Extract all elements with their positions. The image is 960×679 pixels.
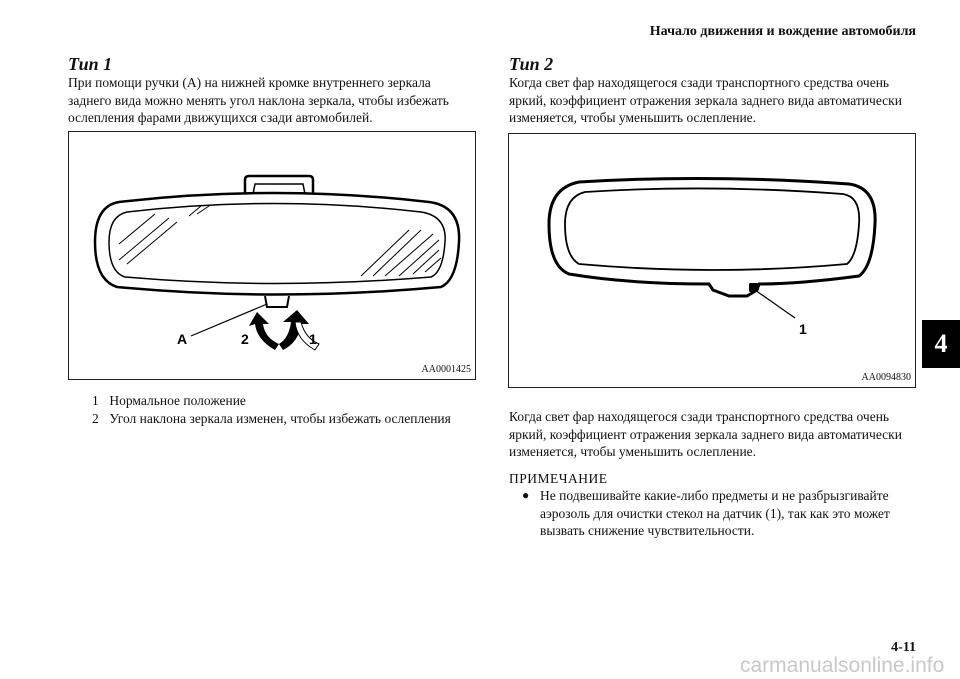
type2-p2-line-2: яркий, коэффициент отражения зеркала заднего вида автоматически [509, 426, 902, 442]
type2-paragraph-2 [509, 408, 929, 461]
type1-line-3: ослепления фарами движущихся сзади автомобилей. [68, 110, 373, 125]
type2-title: Тип 2 [509, 54, 554, 74]
label-2: 2 [241, 331, 249, 347]
label-1: 1 [309, 331, 317, 347]
type1-legend [92, 392, 451, 428]
note-title: ПРИМЕЧАНИЕ [509, 471, 608, 486]
type2-line-3: изменяется, чтобы уменьшить ослепление. [509, 110, 757, 125]
note-body [540, 487, 920, 540]
type1-figure-code: AA0001425 [421, 364, 471, 375]
legend-text-2: Угол наклона зеркала изменен, чтобы избежать ослепления [109, 411, 451, 426]
type2-figure-code: AA0094830 [861, 372, 911, 383]
type2-line-2: яркий, коэффициент отражения зеркала заднего вида автоматически [509, 92, 902, 108]
type2-mirror-illustration [509, 134, 915, 387]
chapter-tab[interactable]: 4 [922, 320, 960, 368]
type1-line-1: При помощи ручки (A) на нижней кромке внутреннего зеркала [68, 75, 431, 90]
legend-item-2 [92, 410, 451, 428]
type2-label-1: 1 [799, 321, 807, 337]
type2-p2-line-3: изменяется, чтобы уменьшить ослепление. [509, 444, 757, 459]
type1-figure [68, 131, 476, 380]
section-header: Начало движения и вождение автомобиля [649, 24, 916, 39]
note-bullet-icon: ● [522, 488, 530, 502]
type1-paragraph [68, 74, 478, 127]
type1-line-2: заднего вида можно менять угол наклона зеркала, чтобы избежать [68, 92, 449, 108]
type2-line-1: Когда свет фар находящегося сзади транспортного средства очень [509, 75, 890, 90]
watermark[interactable]: carmanualsonline.info [740, 654, 945, 677]
type2-figure [508, 133, 916, 388]
type1-title: Тип 1 [68, 54, 113, 74]
legend-text-1: Нормальное положение [109, 393, 246, 408]
note-line-1: Не подвешивайте какие-либо предметы и не разбрызгивайте [540, 488, 889, 503]
note-line-2: аэрозоль для очистки стекол на датчик (1), так как это может [540, 505, 890, 521]
note-line-3: вызвать снижение чувствительности. [540, 523, 755, 538]
type1-mirror-illustration [69, 132, 475, 379]
legend-num-1: 1 [92, 393, 99, 408]
legend-num-2: 2 [92, 411, 99, 426]
page-number: 4-11 [891, 640, 916, 655]
label-a: A [177, 331, 188, 347]
legend-item-1 [92, 392, 451, 410]
type2-paragraph [509, 74, 929, 127]
type2-p2-line-1: Когда свет фар находящегося сзади транспортного средства очень [509, 409, 890, 424]
